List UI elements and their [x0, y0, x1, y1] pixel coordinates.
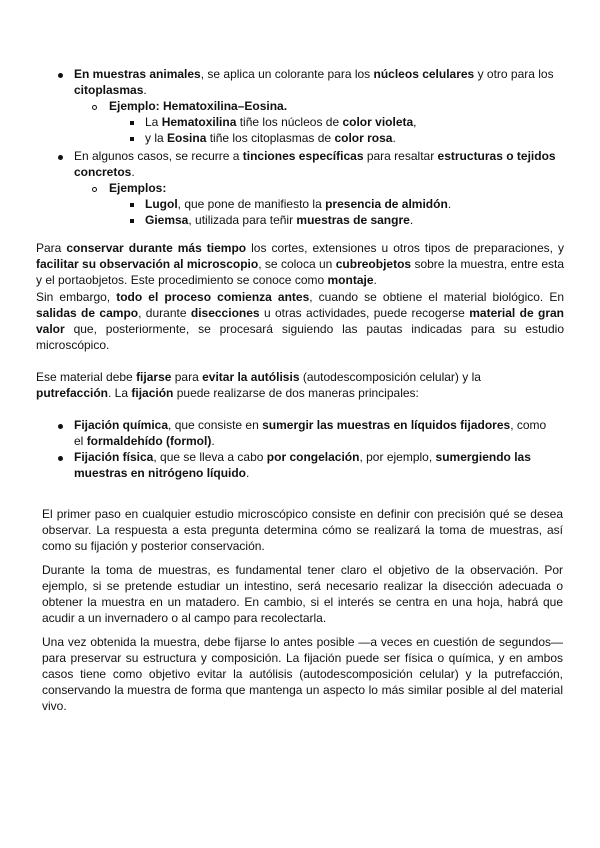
paragraph-line: El primer paso en cualquier estudio microscópico consiste en definir con precisión qué se desea — [42, 507, 563, 521]
example-hematoxilina: La Hematoxilina tiñe los núcleos de color violeta, — [145, 115, 417, 129]
fixation-item-physical-line2: muestras en nitrógeno líquido. — [74, 466, 250, 480]
paragraph-line: putrefacción. La fijación puede realizarse de dos maneras principales: — [36, 386, 419, 400]
stain-item-animal-line1: En muestras animales, se aplica un colorante para los núcleos celulares y otro para los — [74, 67, 554, 81]
bullet-icon — [58, 424, 63, 429]
circle-bullet-icon — [92, 187, 97, 192]
paragraph-line: Ese material debe fijarse para evitar la autólisis (autodescomposición celular) y la — [36, 370, 481, 384]
paragraph-line: casos tiene como objetivo evitar la autólisis (autodescomposición celular) y la putrefacción, — [42, 667, 563, 681]
paragraph-line: ejemplo, si se pretende estudiar un intestino, será necesario realizar la disección adecuada o — [42, 579, 563, 593]
square-bullet-icon — [130, 203, 134, 207]
bullet-icon — [58, 73, 63, 78]
bullet-icon — [58, 155, 63, 160]
example-giemsa: Giemsa, utilizada para teñir muestras de sangre. — [145, 213, 414, 227]
fixation-item-chemical-line2: el formaldehído (formol). — [74, 434, 215, 448]
paragraph-line: Durante la toma de muestras, es fundamental tener claro el objetivo de la observación. Por — [42, 563, 563, 577]
fixation-item-physical-line1: Fijación física, que se lleva a cabo por congelación, por ejemplo, sumergiendo las — [74, 450, 531, 464]
paragraph-line: obtener la muestra en un matadero. En cambio, si el interés se centra en una hoja, habrá que — [42, 595, 563, 609]
paragraph-line: microscópico. — [36, 338, 110, 352]
paragraph-line: como su fijación y posterior conservación. — [42, 539, 265, 553]
paragraph-line: Sin embargo, todo el proceso comienza antes, cuando se obtiene el material biológico. En — [36, 290, 564, 304]
square-bullet-icon — [130, 121, 134, 125]
stain-item-specific-line1: En algunos casos, se recurre a tinciones específicas para resaltar estructuras o tejidos — [74, 149, 556, 163]
circle-bullet-icon — [92, 105, 97, 110]
stain-item-animal-line2: citoplasmas. — [74, 83, 147, 97]
paragraph-line: Una vez obtenida la muestra, debe fijarse lo antes posible —a veces en cuestión de segundos— — [42, 635, 563, 649]
paragraph-line: facilitar su observación al microscopio, se coloca un cubreobjetos sobre la muestra, entre esta — [36, 257, 564, 271]
paragraph-line: conservando la muestra de forma que mantenga un aspecto lo más similar posible al del material — [42, 683, 563, 697]
paragraph-line: Para conservar durante más tiempo los cortes, extensiones u otros tipos de preparaciones, y — [36, 241, 564, 255]
fixation-item-chemical-line1: Fijación química, que consiste en sumergir las muestras en líquidos fijadores, como — [74, 418, 547, 432]
paragraph-line: y el portaobjetos. Este procedimiento se conoce como montaje. — [36, 273, 377, 287]
example-lugol: Lugol, que pone de manifiesto la presencia de almidón. — [145, 197, 452, 211]
square-bullet-icon — [130, 219, 134, 223]
paragraph-line: salidas de campo, durante disecciones u otras actividades, puede recogerse material de gran — [36, 306, 564, 320]
bullet-icon — [58, 456, 63, 461]
paragraph-line: valor que, posteriormente, se procesará siguiendo las pautas indicadas para su estudio — [36, 322, 564, 336]
paragraph-line: observar. La respuesta a esta pregunta determina cómo se realizará la toma de muestras, así — [42, 523, 563, 537]
example-label: Ejemplo: Hematoxilina–Eosina. — [109, 99, 288, 113]
paragraph-line: acudir a un invernadero o al campo para recolectarla. — [42, 611, 327, 625]
examples-label: Ejemplos: — [109, 181, 167, 195]
paragraph-line: vivo. — [42, 699, 67, 713]
paragraph-line: para preservar su estructura y composición. La fijación puede ser física o química, y en ambos — [42, 651, 563, 665]
square-bullet-icon — [130, 137, 134, 141]
example-eosina: y la Eosina tiñe los citoplasmas de color rosa. — [145, 131, 396, 145]
stain-item-specific-line2: concretos. — [74, 165, 135, 179]
